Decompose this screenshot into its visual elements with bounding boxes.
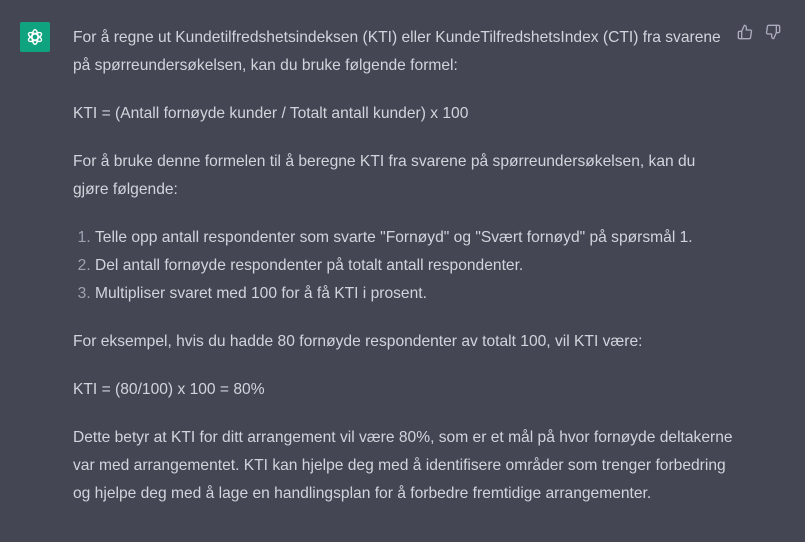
assistant-avatar — [20, 22, 50, 52]
list-item: 3. Multipliser svaret med 100 for å få KTI i prosent. — [95, 280, 733, 308]
openai-logo-icon — [24, 26, 46, 48]
message-paragraph: Dette betyr at KTI for ditt arrangement vil være 80%, som er et mål på hvor fornøyde deltakerne var med arrangementet. KTI kan hjelpe deg med å identifisere områder som trenger forbedring og hjelpe deg med å lage en handlingsplan for å forbedre fremtidige arrangementer. — [73, 429, 733, 502]
message-paragraph: For å regne ut Kundetilfredshetsindeksen (KTI) eller KundeTilfredshetsIndex (CTI) fra svarene på spørreundersøkelsen, kan du bruke følgende formel: — [73, 29, 721, 74]
steps-list — [73, 224, 733, 308]
formula: KTI = (Antall fornøyde kunder / Totalt antall kunder) x 100 — [73, 105, 469, 122]
thumbs-down-icon[interactable] — [765, 24, 781, 40]
assistant-message — [73, 24, 733, 528]
feedback-buttons — [737, 24, 781, 40]
message-paragraph: For eksempel, hvis du hadde 80 fornøyde respondenter av totalt 100, vil KTI være: — [73, 333, 643, 350]
list-item: 1. Telle opp antall respondenter som svarte "Fornøyd" og "Svært fornøyd" på spørsmål 1. — [95, 224, 733, 252]
message-paragraph: For å bruke denne formelen til å beregne KTI fra svarene på spørreundersøkelsen, kan du gjøre følgende: — [73, 153, 696, 198]
thumbs-up-icon[interactable] — [737, 24, 753, 40]
example-formula: KTI = (80/100) x 100 = 80% — [73, 381, 265, 398]
list-item: 2. Del antall fornøyde respondenter på totalt antall respondenter. — [95, 252, 733, 280]
